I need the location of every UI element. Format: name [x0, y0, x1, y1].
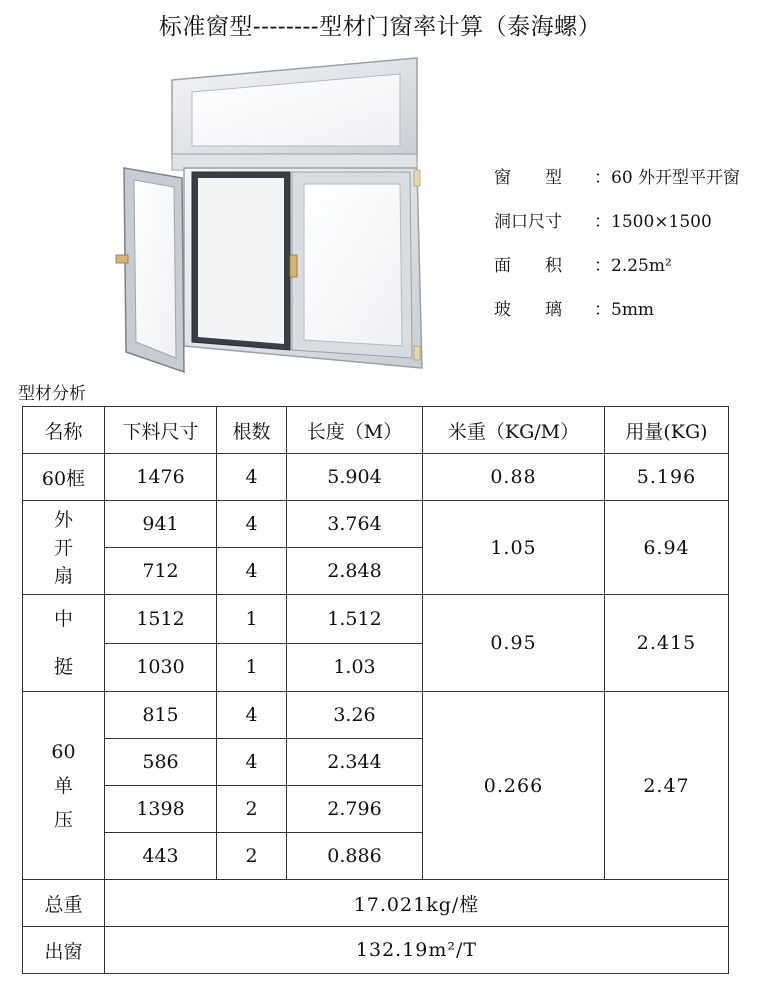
spec-label: 玻璃: [494, 300, 562, 320]
spec-value: 1500×1500: [611, 212, 712, 232]
weight-cell: 1.05: [423, 501, 605, 595]
group-name-cell: [23, 595, 105, 692]
length-cell: 2.848: [287, 548, 423, 595]
size-cell: 1030: [105, 643, 217, 692]
count-cell: 2: [217, 833, 287, 880]
header-cell: 用量(KG): [605, 407, 729, 454]
output-row: [23, 927, 729, 974]
length-cell: 1.03: [287, 643, 423, 692]
usage-cell: 2.47: [605, 692, 729, 880]
usage-cell: 5.196: [605, 454, 729, 501]
page-title: 标准窗型--------型材门窗率计算（泰海螺）: [158, 14, 602, 40]
length-cell: 3.764: [287, 501, 423, 548]
spec-label: 面积: [494, 256, 562, 276]
section-title: 型材分析: [18, 384, 86, 404]
total-label: 总重: [23, 880, 105, 927]
size-cell: 815: [105, 692, 217, 739]
size-cell: 1476: [105, 454, 217, 501]
length-cell: 3.26: [287, 692, 423, 739]
usage-cell: 6.94: [605, 501, 729, 595]
spec-value: 60 外开型平开窗: [611, 168, 741, 188]
count-cell: 4: [217, 692, 287, 739]
size-cell: 712: [105, 548, 217, 595]
count-cell: 4: [217, 548, 287, 595]
size-cell: 1512: [105, 595, 217, 644]
count-cell: 1: [217, 595, 287, 644]
output-value: 132.19m²/T: [105, 927, 729, 974]
count-cell: 4: [217, 739, 287, 786]
group-name-vertical: 60单压: [51, 740, 76, 831]
spec-row-area: 面积 ：2.25m²: [494, 244, 740, 288]
count-cell: 1: [217, 643, 287, 692]
profile-analysis-table: [22, 406, 729, 974]
header-cell: 名称: [23, 407, 105, 454]
size-cell: 586: [105, 739, 217, 786]
usage-cell: 2.415: [605, 595, 729, 692]
weight-cell: 0.95: [423, 595, 605, 692]
length-cell: 0.886: [287, 833, 423, 880]
header-cell: 长度（M）: [287, 407, 423, 454]
size-cell: 443: [105, 833, 217, 880]
spec-row-opening: 洞口尺寸 ：1500×1500: [494, 200, 740, 244]
table-row: [23, 501, 729, 548]
size-cell: 1398: [105, 786, 217, 833]
spec-row-type: 窗型 ：60 外开型平开窗: [494, 156, 740, 200]
spec-value: 2.25m²: [611, 256, 672, 276]
length-cell: 2.344: [287, 739, 423, 786]
weight-cell: 0.266: [423, 692, 605, 880]
length-cell: 5.904: [287, 454, 423, 501]
total-value: 17.021kg/樘: [105, 880, 729, 927]
count-cell: 4: [217, 454, 287, 501]
count-cell: 4: [217, 501, 287, 548]
window-specs: [494, 156, 740, 332]
output-label: 出窗: [23, 927, 105, 974]
size-cell: 941: [105, 501, 217, 548]
group-name-cell: [23, 501, 105, 595]
count-cell: 2: [217, 786, 287, 833]
length-cell: 1.512: [287, 595, 423, 644]
header-cell: 米重（KG/M）: [423, 407, 605, 454]
casement-window-image: [112, 50, 442, 380]
group-name-cell: 60框: [23, 454, 105, 501]
group-name-cell: [23, 692, 105, 880]
length-cell: 2.796: [287, 786, 423, 833]
weight-cell: 0.88: [423, 454, 605, 501]
table-row: [23, 692, 729, 739]
table-header-row: [23, 407, 729, 454]
spec-value: 5mm: [611, 300, 655, 320]
table-row: [23, 595, 729, 644]
total-row: [23, 880, 729, 927]
header-cell: 根数: [217, 407, 287, 454]
table-row: [23, 454, 729, 501]
group-name-vertical: 中挺: [54, 608, 74, 678]
header-cell: 下料尺寸: [105, 407, 217, 454]
spec-label: 窗型: [494, 168, 562, 188]
spec-label: 洞口尺寸: [494, 212, 562, 232]
group-name-vertical: 外开扇: [54, 508, 74, 587]
spec-row-glass: 玻璃 ：5mm: [494, 288, 740, 332]
